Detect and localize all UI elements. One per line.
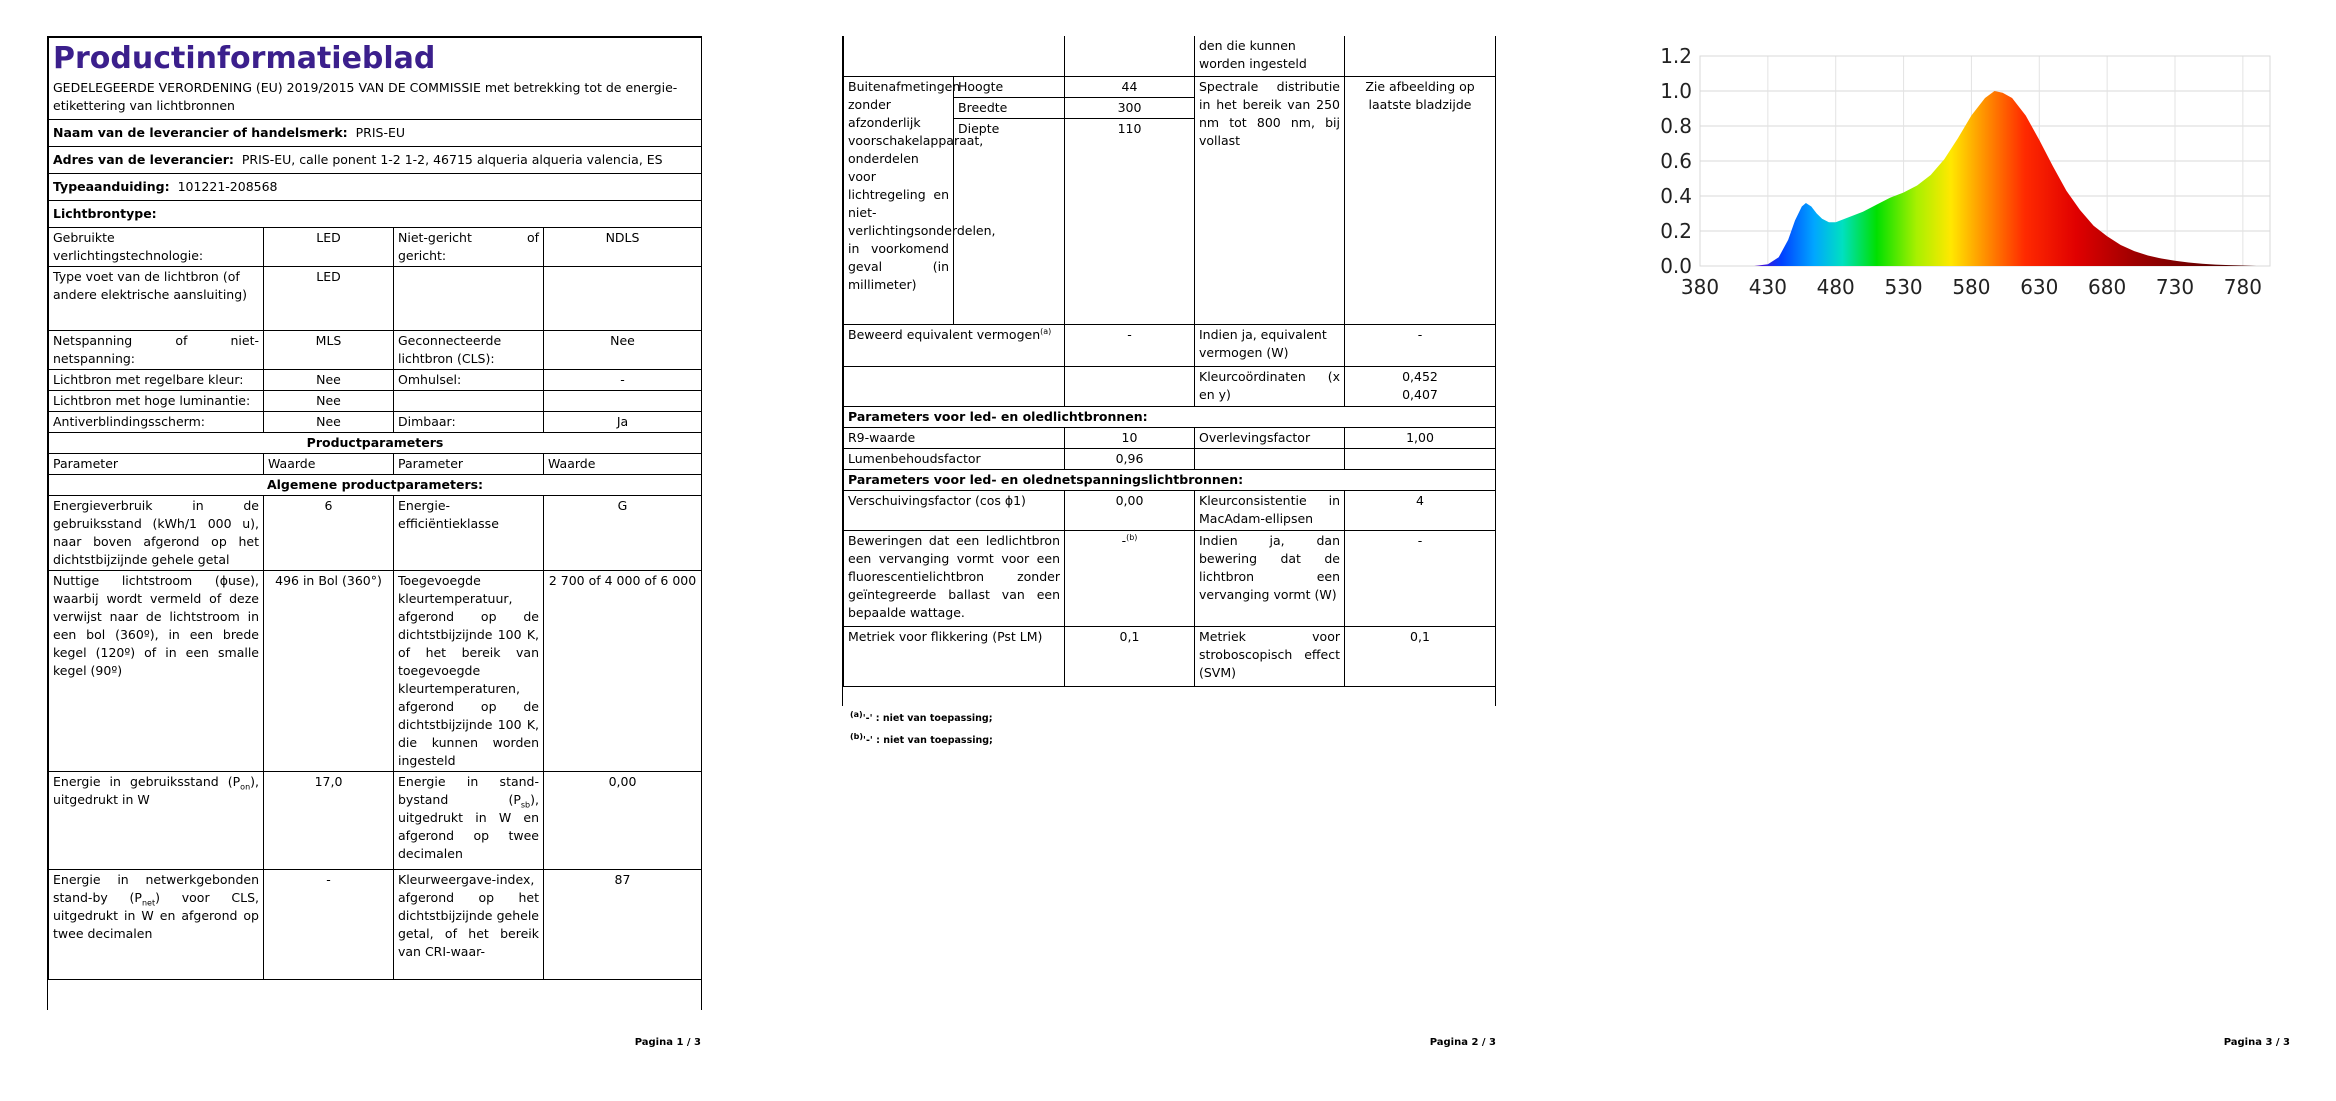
replacement-claim-label: Beweringen dat een ledlichtbron een vervanging vormt voor een fluorescentielichtbron zonder geïntegreerde ballast van een bepaalde wattage. — [844, 530, 1065, 626]
x-tick-label: 630 — [2020, 275, 2059, 299]
mains-label: Netspanning of niet-netspanning: — [49, 331, 264, 370]
dimmable-value: Ja — [544, 412, 702, 433]
address-label: Adres van de leverancier: — [53, 152, 234, 167]
cri-value: 87 — [544, 870, 702, 980]
page-title: Productinformatieblad — [53, 41, 436, 76]
empty-cell — [1195, 448, 1345, 469]
chromaticity-value: 0,452 0,407 — [1345, 366, 1496, 406]
cls-value: Nee — [544, 331, 702, 370]
regulation-subtitle: GEDELEGEERDE VERORDENING (EU) 2019/2015 VAN DE COMMISSIE met betrekking tot de energie-etikettering van lichtbronnen — [53, 80, 678, 113]
standby-power-value: 0,00 — [544, 772, 702, 870]
energy-class-value: G — [544, 496, 702, 571]
glare-label: Antiverblindingsscherm: — [49, 412, 264, 433]
cri-label: Kleurweergave-index, afgerond op het dichtstbijzijnde gehele getal, of het bereik van CRI-waar- — [394, 870, 544, 980]
page-number: Pagina 3 / 3 — [2223, 1037, 2290, 1048]
empty-cell — [1345, 36, 1496, 76]
empty-cell — [844, 366, 1065, 406]
spectral-distribution-chart — [1640, 38, 2280, 308]
colour-label: Lichtbron met regelbare kleur: — [49, 370, 264, 391]
empty-cell — [394, 391, 544, 412]
y-tick-label: 0.2 — [1660, 219, 1692, 243]
general-params-heading: Algemene productparameters: — [49, 475, 702, 496]
supplier-row — [49, 120, 702, 147]
standby-power-label: Energie in stand-bystand $(P_{sb})$, uitgedrukt in W en afgerond op twee decimalen — [394, 772, 544, 870]
y-axis-ticks — [1660, 44, 1692, 278]
cap-value: LED — [264, 267, 394, 331]
r9-value: 10 — [1065, 427, 1195, 448]
glare-value: Nee — [264, 412, 394, 433]
replacement-claim-value: -$^{(b)}$ — [1065, 530, 1195, 626]
y-tick-label: 1.0 — [1660, 79, 1692, 103]
empty-cell — [844, 36, 1065, 76]
claimed-power-value: - — [1065, 324, 1195, 366]
colour-value: Nee — [264, 370, 394, 391]
spectrum-area — [1700, 91, 2256, 266]
envelope-value: - — [544, 370, 702, 391]
dimmable-label: Dimbaar: — [394, 412, 544, 433]
cap-label: Type voet van de lichtbron (of andere elektrische aansluiting) — [49, 267, 264, 331]
lumen-maintenance-label: Lumenbehoudsfactor — [844, 448, 1065, 469]
empty-cell — [1065, 36, 1195, 76]
col-param-header: Parameter — [394, 454, 544, 475]
height-label: Hoogte — [954, 76, 1065, 97]
claimed-power-label: Beweerd equivalent vermogen$^{(a)}$ — [844, 324, 1065, 366]
depth-label: Diepte — [954, 118, 1065, 324]
macadam-label: Kleurconsistentie in MacAdam-ellipsen — [1195, 490, 1345, 530]
page-number: Pagina 1 / 3 — [634, 1037, 701, 1048]
ndls-value: NDLS — [544, 228, 702, 267]
ndls-label: Niet-gericht of gericht: — [394, 228, 544, 267]
type-label: Typeaanduiding: — [53, 179, 170, 194]
x-tick-label: 780 — [2223, 275, 2262, 299]
on-mode-power-label: Energie in gebruiksstand $(P_{on})$, uitgedrukt in W — [49, 772, 264, 870]
displacement-factor-value: 0,00 — [1065, 490, 1195, 530]
address-value: PRIS-EU, calle ponent 1-2 1-2, 46715 alqueria alqueria valencia, ES — [241, 152, 663, 167]
width-value: 300 — [1065, 97, 1195, 118]
useful-flux-value: 496 in Bol (360°) — [264, 571, 394, 772]
x-tick-label: 580 — [1952, 275, 1991, 299]
equivalent-power-value: - — [1345, 324, 1496, 366]
page-1 — [47, 36, 702, 1010]
spectral-value: Zie afbeelding op laatste bladzijde — [1345, 76, 1496, 324]
address-row — [49, 147, 702, 174]
page-2 — [842, 36, 1496, 706]
flicker-label: Metriek voor flikkering (Pst LM) — [844, 626, 1065, 686]
x-tick-label: 430 — [1748, 275, 1787, 299]
cct-continued: den die kunnen worden ingesteld — [1195, 36, 1345, 76]
replacement-claim-power-label: Indien ja, dan bewering dat de lichtbron een vervanging vormt (W) — [1195, 530, 1345, 626]
network-standby-label: Energie in netwerkgebonden stand-by $(P_{net})$ voor CLS, uitgedrukt in W en afgerond op twee decimalen — [49, 870, 264, 980]
y-tick-label: 0.6 — [1660, 149, 1692, 173]
type-value: 101221-208568 — [177, 179, 278, 194]
x-tick-label: 730 — [2155, 275, 2195, 299]
y-tick-label: 0.0 — [1660, 254, 1692, 278]
luminance-value: Nee — [264, 391, 394, 412]
energy-consumption-label: Energieverbruik in de gebruiksstand (kWh/1 000 u), naar boven afgerond op het dichtstbijzijnde gehele getal — [49, 496, 264, 571]
col-value-header: Waarde — [544, 454, 702, 475]
x-tick-label: 480 — [1816, 275, 1855, 299]
luminance-label: Lichtbron met hoge luminantie: — [49, 391, 264, 412]
lumen-maintenance-value: 0,96 — [1065, 448, 1195, 469]
r9-label: R9-waarde — [844, 427, 1065, 448]
x-axis-ticks — [1681, 275, 2262, 299]
empty-cell — [1065, 366, 1195, 406]
envelope-label: Omhulsel: — [394, 370, 544, 391]
useful-flux-label: Nuttige lichtstroom (ɸuse), waarbij wordt vermeld of deze verwijst naar de lichtstroom in een bol (360º), in een brede kegel (120º) of in een smalle kegel (90º) — [49, 571, 264, 772]
footnotes — [850, 708, 993, 752]
led-params-heading: Parameters voor led- en oledlichtbronnen: — [844, 406, 1496, 427]
product-params-heading: Productparameters — [49, 433, 702, 454]
footnote-b: $^{(b)}$'-' : niet van toepassing; — [850, 731, 993, 746]
width-label: Breedte — [954, 97, 1065, 118]
empty-cell — [1345, 448, 1496, 469]
product-info-table-continued — [843, 36, 1496, 687]
equivalent-power-label: Indien ja, equivalent vermogen (W) — [1195, 324, 1345, 366]
svm-value: 0,1 — [1345, 626, 1496, 686]
network-standby-value: - — [264, 870, 394, 980]
macadam-value: 4 — [1345, 490, 1496, 530]
tech-label: Gebruikte verlichtingstechnologie: — [49, 228, 264, 267]
empty-cell — [394, 267, 544, 331]
cls-label: Geconnecteerde lichtbron (CLS): — [394, 331, 544, 370]
supplier-label: Naam van de leverancier of handelsmerk: — [53, 125, 348, 140]
chromaticity-label: Kleurcoördinaten (x en y) — [1195, 366, 1345, 406]
energy-class-label: Energie-efficiëntieklasse — [394, 496, 544, 571]
x-tick-label: 380 — [1680, 275, 1720, 299]
flicker-value: 0,1 — [1065, 626, 1195, 686]
mains-value: MLS — [264, 331, 394, 370]
page-number: Pagina 2 / 3 — [1429, 1037, 1496, 1048]
type-row — [49, 174, 702, 201]
energy-consumption-value: 6 — [264, 496, 394, 571]
x-tick-label: 680 — [2088, 275, 2127, 299]
height-value: 44 — [1065, 76, 1195, 97]
on-mode-power-value: 17,0 — [264, 772, 394, 870]
product-info-table — [48, 37, 702, 980]
empty-cell — [544, 267, 702, 331]
outer-dimensions-label: Buitenafmetingen zonder afzonderlijk voorschakelapparaat, onderdelen voor lichtregeling en niet-verlichtingsonderdelen, in voorkomend geval (in millimeter) — [844, 76, 954, 324]
col-param-header: Parameter — [49, 454, 264, 475]
y-tick-label: 0.8 — [1660, 114, 1692, 138]
cct-value: 2 700 of 4 000 of 6 000 — [544, 571, 702, 772]
empty-cell — [544, 391, 702, 412]
replacement-claim-power-value: - — [1345, 530, 1496, 626]
tech-value: LED — [264, 228, 394, 267]
spectral-label: Spectrale distributie in het bereik van 250 nm tot 800 nm, bij vollast — [1195, 76, 1345, 324]
svm-label: Metriek voor stroboscopisch effect (SVM) — [1195, 626, 1345, 686]
supplier-value: PRIS-EU — [355, 125, 405, 140]
footnote-a: $^{(a)}$'-' : niet van toepassing; — [850, 709, 993, 724]
x-tick-label: 530 — [1884, 275, 1923, 299]
lightsource-type-heading: Lichtbrontype: — [49, 201, 702, 228]
survival-value: 1,00 — [1345, 427, 1496, 448]
mains-params-heading: Parameters voor led- en olednetspanningslichtbronnen: — [844, 469, 1496, 490]
cct-label: Toegevoegde kleurtemperatuur, afgerond op de dichtstbijzijnde 100 K, of het bereik van toegevoegde kleurtemperaturen, afgerond op de dichtstbijzijnde 100 K, die kunnen worden ingesteld — [394, 571, 544, 772]
displacement-factor-label: Verschuivingsfactor (cos ɸ1) — [844, 490, 1065, 530]
y-tick-label: 1.2 — [1660, 44, 1692, 68]
survival-label: Overlevingsfactor — [1195, 427, 1345, 448]
col-value-header: Waarde — [264, 454, 394, 475]
y-tick-label: 0.4 — [1660, 184, 1692, 208]
depth-value: 110 — [1065, 118, 1195, 324]
